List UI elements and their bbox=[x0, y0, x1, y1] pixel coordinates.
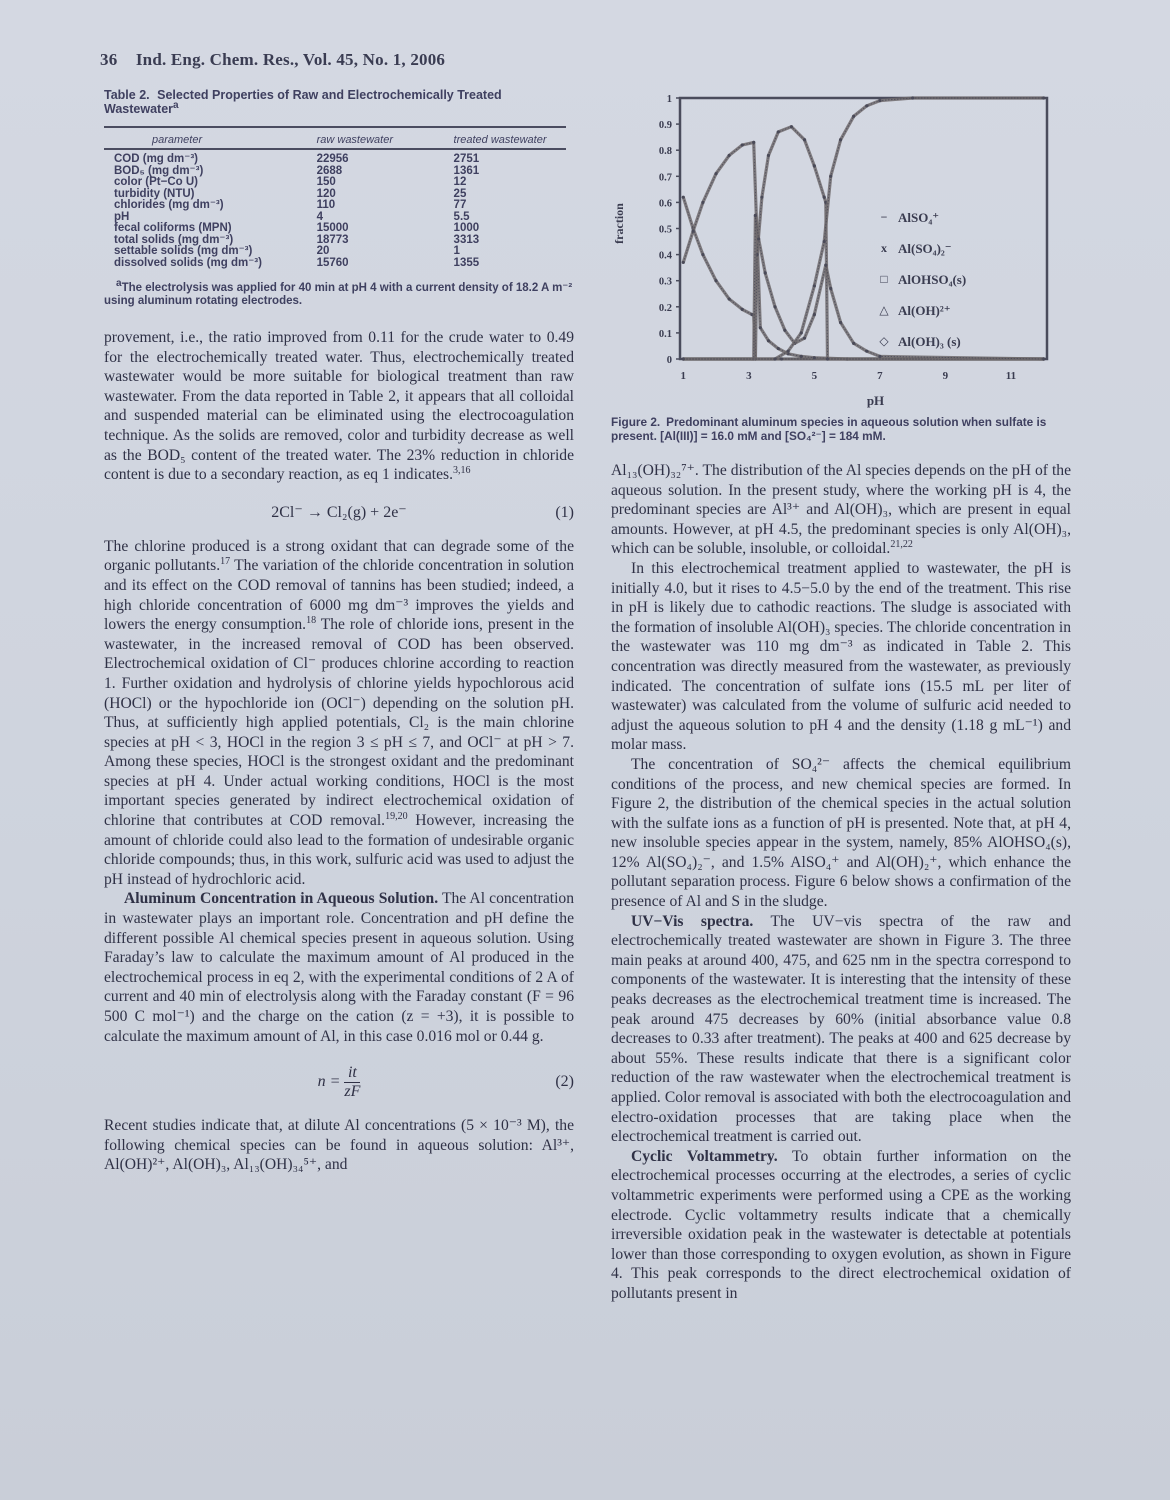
legend-marker-icon: x bbox=[881, 241, 887, 255]
series-line-2 bbox=[683, 127, 1043, 359]
series-hatch-0 bbox=[683, 197, 1043, 359]
paragraph-text: The UV−vis spectra of the raw and electrochemically treated wastewater are shown in Figure 3. The three main peaks at around 400, 475, and 625 nm in the spectra correspond to components of the wastewater. It is interesting that the intensity of these peaks decreases as the electrochemical treatment time is increased. The peak around 475 decreases by 60% (initial absorbance value 0.8 decreases to 0.33 after treatment). The peaks at 400 and 625 decrease by about 55%. These results indicate that there is a significant color reduction of the raw wastewater when the electrochemical treatment is applied. Color removal is associated with both the electrocoagulation and electro-oxidation processes that are taking place when the electrochemical treatment is carried out. bbox=[611, 912, 1071, 1146]
paragraph-text: To obtain further information on the electrochemical processes occurring at the electrodes, a series of cyclic voltammetric experiments were performed using a CPE as the working electrode. Cyclic voltammetry results indicate that a chemically irreversible oxidation peak in the wastewater is detectable at potentials lower than those corresponding to oxygen evolution, as shown in Figure 4. This peak corresponds to the direct electrochemical oxidation of pollutants present in bbox=[611, 1147, 1071, 1302]
data-point bbox=[829, 287, 832, 290]
col-header-parameter: parameter bbox=[104, 127, 317, 149]
data-point bbox=[783, 329, 786, 332]
cell-treated: 1361 bbox=[453, 164, 480, 177]
table-row bbox=[104, 177, 566, 189]
series-line-3 bbox=[683, 215, 1043, 359]
data-point bbox=[911, 96, 914, 99]
y-tick-label: 0.5 bbox=[658, 224, 672, 236]
cell-raw: 4 bbox=[316, 210, 323, 223]
data-point bbox=[800, 331, 803, 334]
table-body bbox=[104, 149, 566, 272]
data-point bbox=[682, 196, 685, 199]
cell-treated: 1355 bbox=[453, 256, 480, 269]
data-point bbox=[682, 261, 685, 264]
section-heading-uv-vis: UV−Vis spectra. bbox=[631, 912, 754, 930]
running-head bbox=[100, 50, 445, 70]
data-point bbox=[701, 201, 704, 204]
table-row bbox=[104, 149, 566, 166]
x-tick-label: 7 bbox=[877, 370, 883, 382]
series-hatch-4 bbox=[683, 98, 1043, 359]
equation-2-expression bbox=[104, 1064, 574, 1101]
cell-raw: 120 bbox=[316, 187, 336, 200]
cell-raw: 20 bbox=[316, 245, 330, 257]
paragraph bbox=[611, 461, 1071, 559]
x-tick-label: 9 bbox=[942, 370, 949, 382]
y-tick-label: 0.8 bbox=[658, 146, 672, 158]
data-point bbox=[852, 115, 855, 118]
data-point bbox=[714, 279, 717, 282]
right-column bbox=[611, 80, 1071, 1304]
data-point bbox=[752, 141, 755, 144]
table-row bbox=[104, 258, 566, 273]
equation-2-denominator: zF bbox=[344, 1083, 361, 1101]
figure-2 bbox=[611, 80, 1071, 415]
data-point bbox=[754, 214, 757, 217]
data-point bbox=[813, 313, 816, 316]
cell-raw: 150 bbox=[316, 176, 336, 188]
equation-1-expression: 2Cl⁻ → Cl₂(g) + 2e⁻ bbox=[271, 503, 407, 521]
legend-entry bbox=[876, 326, 966, 357]
x-axis-label: pH bbox=[866, 393, 885, 408]
citation: 18 bbox=[306, 614, 317, 626]
cell-parameter: color (Pt−Co U) bbox=[114, 176, 199, 188]
figure-label: Figure 2. bbox=[611, 415, 661, 429]
species-distribution-chart bbox=[611, 80, 1071, 415]
footnote-text: The electrolysis was applied for 40 min at pH 4 with a current density of 18.2 A m⁻² using aluminum rotating electrodes. bbox=[104, 282, 573, 307]
legend-entry bbox=[876, 202, 966, 233]
legend-marker-icon: □ bbox=[880, 272, 888, 286]
table-title: Selected Properties of Raw and Electrochemically Treated Wastewater bbox=[104, 88, 502, 116]
series-hatch-1 bbox=[683, 142, 1043, 359]
y-tick-label: 0.9 bbox=[658, 120, 672, 132]
cell-treated: 3313 bbox=[453, 233, 480, 246]
equation-2 bbox=[104, 1056, 574, 1108]
y-tick-label: 0.6 bbox=[658, 198, 672, 210]
data-point bbox=[741, 308, 744, 311]
cell-treated: 77 bbox=[453, 199, 467, 211]
data-point bbox=[767, 339, 770, 342]
data-point bbox=[839, 321, 842, 324]
y-axis-label: fraction bbox=[612, 203, 626, 244]
legend-marker-icon: △ bbox=[879, 303, 889, 317]
data-point bbox=[759, 326, 762, 329]
data-point bbox=[878, 99, 881, 102]
cell-parameter: fecal coliforms (MPN) bbox=[114, 222, 232, 234]
data-point bbox=[780, 357, 783, 360]
legend-marker-icon: − bbox=[880, 210, 888, 224]
paragraph bbox=[104, 537, 574, 890]
paragraph-text: However, increasing the amount of chloride could also lead to the formation of undesirable organic chloride compounds; thus, in this work, sulfuric acid was used to adjust the pH instead of hydrochloric acid. bbox=[104, 812, 574, 888]
data-point bbox=[813, 164, 816, 167]
cell-raw: 2688 bbox=[316, 164, 343, 177]
paragraph-text: Recent studies indicate that, at dilute Al concentrations (5 × 10⁻³ M), the following chemical species can be found in aqueous solution: Al³⁺, Al(OH)²⁺, Al(OH)₃, Al₁₃(OH)₃₄⁵⁺, and bbox=[104, 1117, 574, 1174]
data-point bbox=[701, 253, 704, 256]
data-point bbox=[865, 104, 868, 107]
chart-legend bbox=[876, 202, 966, 357]
data-point bbox=[777, 130, 780, 133]
x-tick-label: 1 bbox=[680, 370, 687, 382]
cell-raw: 22956 bbox=[316, 153, 349, 165]
equation-1 bbox=[104, 495, 574, 529]
section-heading-aluminum: Aluminum Concentration in Aqueous Solution. bbox=[124, 890, 439, 908]
data-point bbox=[826, 357, 829, 360]
table-footnote bbox=[104, 278, 574, 308]
citation: 3,16 bbox=[453, 464, 471, 476]
left-column bbox=[104, 88, 574, 1175]
paragraph bbox=[611, 559, 1071, 755]
paragraph-text: The chlorine produced is a strong oxidant that can degrade some of the organic pollutants. bbox=[104, 537, 574, 575]
equation-2-lhs: n = bbox=[317, 1073, 341, 1091]
col-header-raw: raw wastewater bbox=[317, 127, 454, 149]
y-tick-label: 0 bbox=[666, 355, 672, 366]
data-point bbox=[803, 138, 806, 141]
citation: 21,22 bbox=[890, 539, 913, 551]
left-body-text bbox=[104, 328, 574, 1175]
cell-parameter: turbidity (NTU) bbox=[114, 187, 195, 200]
data-point bbox=[760, 196, 763, 199]
paragraph-text: The variation of the chloride concentration in solution and its effect on the COD removal of tannins has been studied; indeed, a high chloride concentration of 6000 mg dm⁻³ improves the yields and lowers the energy consumption. bbox=[104, 557, 575, 634]
cell-parameter: chlorides (mg dm⁻³) bbox=[114, 199, 224, 211]
y-tick-label: 0.4 bbox=[658, 250, 672, 262]
data-point bbox=[800, 355, 803, 358]
legend-label: AlOHSO₄(s) bbox=[898, 271, 967, 287]
footnote-marker: a bbox=[116, 278, 122, 290]
data-point bbox=[692, 230, 695, 233]
x-tick-label: 11 bbox=[1005, 370, 1017, 382]
data-point bbox=[839, 138, 842, 141]
legend-label: Al(SO₄)₂⁻ bbox=[898, 240, 952, 256]
cell-treated: 1000 bbox=[453, 222, 480, 234]
data-point bbox=[852, 342, 855, 345]
data-point bbox=[823, 196, 826, 199]
cell-treated: 2751 bbox=[453, 153, 480, 165]
paragraph-text: The Al concentration in wastewater plays an important role. Concentration and pH define the different possible Al chemical species present in aqueous solution. Using Faraday’s law to calculate the maximum amount of Al produced in the electrochemical process in eq 2, with the experimental conditions of 2 A of current and 40 min of electrolysis along with the Faraday constant (F = 96 500 C mol⁻¹) and the charge on the cation (z = +3), it is possible to calculate the maximum amount of Al, in this case 0.016 mol or 0.44 g. bbox=[104, 890, 575, 1045]
data-point bbox=[823, 240, 826, 243]
data-point bbox=[757, 237, 760, 240]
data-point bbox=[829, 175, 832, 178]
data-point bbox=[741, 143, 744, 146]
page-number: 36 bbox=[100, 50, 118, 69]
legend-entry bbox=[876, 233, 966, 264]
y-tick-label: 0.3 bbox=[658, 276, 672, 288]
cell-treated: 25 bbox=[453, 187, 467, 200]
paragraph-text: In this electrochemical treatment applied to wastewater, the pH is initially 4.0, but it rises to 4.5−5.0 by the end of the treatment. This rise in pH is likely due to cathodic reactions. The sludge is associated with the formation of insoluble Al(OH)₃ species. The chloride concentration in the wastewater was 110 mg dm⁻³ as indicated in Table 2. This concentration was directly measured from the wastewater, as previously indicated. The concentration of sulfate ions (15.5 mL per liter of wastewater) was calculated from the volume of sulfuric acid needed to adjust the aqueous solution to pH 4 and the density (1.18 g mL⁻¹) and molar mass. bbox=[611, 559, 1071, 754]
data-point bbox=[865, 350, 868, 353]
cell-raw: 15760 bbox=[316, 256, 349, 269]
equation-2-numerator: it bbox=[344, 1064, 360, 1083]
y-tick-label: 0.2 bbox=[658, 302, 672, 314]
data-point bbox=[1042, 96, 1045, 99]
series-hatch-2 bbox=[683, 127, 1043, 359]
equation-2-number: (2) bbox=[555, 1073, 574, 1091]
journal-citation: Ind. Eng. Chem. Res., Vol. 45, No. 1, 2006 bbox=[135, 50, 446, 69]
paragraph bbox=[104, 328, 574, 485]
data-point bbox=[777, 347, 780, 350]
cell-treated: 1 bbox=[453, 245, 460, 257]
paragraph bbox=[104, 889, 574, 1046]
data-point bbox=[773, 357, 776, 360]
table-row bbox=[104, 223, 566, 235]
paragraph-text: The concentration of SO₄²⁻ affects the chemical equilibrium conditions of the process, and new chemical species are formed. In Figure 2, the distribution of the chemical species in the actual solution with the sulfate ions as a function of pH is presented. Note that, at pH 4, new insoluble species appear in the system, namely, 85% AlOHSO₄(s), 12% Al(SO₄)₂⁻, and 1.5% AlSO₄⁺ and Al(OH)₂⁺, which enhance the pollutant separation process. Figure 6 below shows a confirmation of the presence of Al and S in the sludge. bbox=[611, 755, 1071, 911]
table-row bbox=[104, 200, 566, 212]
data-point bbox=[790, 125, 793, 128]
data-point bbox=[728, 154, 731, 157]
table-label: Table 2. bbox=[104, 88, 150, 102]
data-point bbox=[824, 263, 827, 266]
right-body-text bbox=[611, 461, 1071, 1304]
cell-parameter: settable solids (mg dm⁻³) bbox=[114, 245, 253, 257]
legend-label: AlSO₄⁺ bbox=[898, 209, 940, 225]
paragraph bbox=[611, 755, 1071, 912]
data-point bbox=[803, 337, 806, 340]
y-tick-label: 0.7 bbox=[658, 172, 672, 184]
equation-1-number: (1) bbox=[555, 503, 574, 521]
cell-raw: 110 bbox=[316, 199, 336, 211]
y-tick-label: 1 bbox=[666, 94, 672, 105]
paragraph bbox=[104, 1116, 574, 1175]
data-point bbox=[773, 305, 776, 308]
data-point bbox=[714, 172, 717, 175]
table-caption bbox=[104, 88, 574, 116]
section-heading-cyclic-voltammetry: Cyclic Voltammetry. bbox=[631, 1147, 778, 1165]
paragraph-text: provement, i.e., the ratio improved from 0.11 for the crude water to 0.49 for the electrochemically treated water. Thus, electrochemically treated wastewater would be more suitable for biological treatment than raw wastewater. From the data reported in Table 2, it appears that all colloidal and suspended material can be eliminated using the electrocoagulation technique. As the solids are removed, color and turbidity decrease as well as the BOD₅ content of the treated water. The 23% reduction in chloride content is due to a secondary reaction, as eq 1 indicates. bbox=[104, 329, 574, 484]
data-point bbox=[1042, 357, 1045, 360]
col-header-treated: treated wastewater bbox=[454, 127, 566, 149]
cell-parameter: BOD₅ (mg dm⁻³) bbox=[114, 164, 204, 177]
cell-treated: 12 bbox=[453, 176, 467, 188]
legend-label: Al(OH)²⁺ bbox=[898, 302, 951, 318]
x-tick-label: 3 bbox=[746, 370, 752, 382]
paragraph-text: The role of chloride ions, present in the wastewater, in the increased removal of COD has been observed. Electrochemical oxidation of Cl⁻ produces chlorine according to reaction 1. Further oxidation and hydrolysis of chlorine yields hypochlorous acid (HOCl) or the hypochloride ion (OCl⁻) depending on the solution pH. Thus, at sufficiently high applied potentials, Cl₂ is the main chlorine species at pH < 3, HOCl in the region 3 ≤ pH ≤ 7, and OCl⁻ at pH > 7. Among these species, HOCl is the strongest oxidant and the predominant species at pH 4. Under actual working conditions, HOCl is the most important species generated by indirect electrochemical oxidation of chlorine that contributes at COD removal. bbox=[104, 616, 574, 830]
legend-entry bbox=[876, 295, 966, 326]
cell-parameter: pH bbox=[114, 210, 130, 223]
equation-2-fraction bbox=[344, 1064, 360, 1101]
cell-parameter: COD (mg dm⁻³) bbox=[114, 153, 199, 165]
y-tick-label: 0.1 bbox=[658, 328, 672, 340]
citation: 19,20 bbox=[385, 810, 408, 822]
cell-parameter: dissolved solids (mg dm⁻³) bbox=[114, 256, 262, 269]
paragraph-text: Al₁₃(OH)₃₂⁷⁺. The distribution of the Al species depends on the pH of the aqueous solution. In the present study, where the working pH is 4, the predominant species are Al³⁺ and Al(OH)₃, which are present in equal amounts. However, at pH 4.5, the predominant species is only Al(OH)₃, which can be soluble, insoluble, or colloidal. bbox=[611, 462, 1071, 558]
x-tick-label: 5 bbox=[811, 370, 818, 382]
cell-raw: 18773 bbox=[316, 233, 349, 246]
data-point bbox=[682, 357, 685, 360]
data-point bbox=[813, 284, 816, 287]
figure-caption-text: Predominant aluminum species in aqueous solution when sulfate is present. [Al(III)] = 16.0 mM and [SO₄²⁻] = 184 mM. bbox=[611, 415, 1047, 443]
paragraph bbox=[611, 1147, 1071, 1304]
data-point bbox=[728, 297, 731, 300]
cell-treated: 5.5 bbox=[453, 210, 470, 223]
series-hatch-3 bbox=[683, 215, 1043, 359]
plot-frame bbox=[680, 98, 1047, 359]
table-footnote-marker: a bbox=[173, 99, 179, 111]
data-point bbox=[767, 154, 770, 157]
table-header-row bbox=[104, 127, 566, 149]
figure-caption bbox=[611, 415, 1071, 443]
cell-parameter: total solids (mg dm⁻³) bbox=[114, 233, 234, 246]
cell-raw: 15000 bbox=[316, 222, 349, 234]
citation: 17 bbox=[220, 556, 231, 568]
data-point bbox=[764, 271, 767, 274]
paragraph bbox=[611, 912, 1071, 1147]
properties-table bbox=[104, 126, 566, 272]
legend-entry bbox=[876, 264, 966, 295]
legend-marker-icon: ◇ bbox=[879, 334, 889, 348]
series-line-0 bbox=[683, 197, 1043, 359]
data-point bbox=[787, 350, 790, 353]
data-point bbox=[813, 356, 816, 359]
series-line-4 bbox=[683, 98, 1043, 359]
legend-label: Al(OH)₃ (s) bbox=[898, 333, 961, 349]
series-line-1 bbox=[683, 142, 1043, 359]
table-row bbox=[104, 246, 566, 258]
